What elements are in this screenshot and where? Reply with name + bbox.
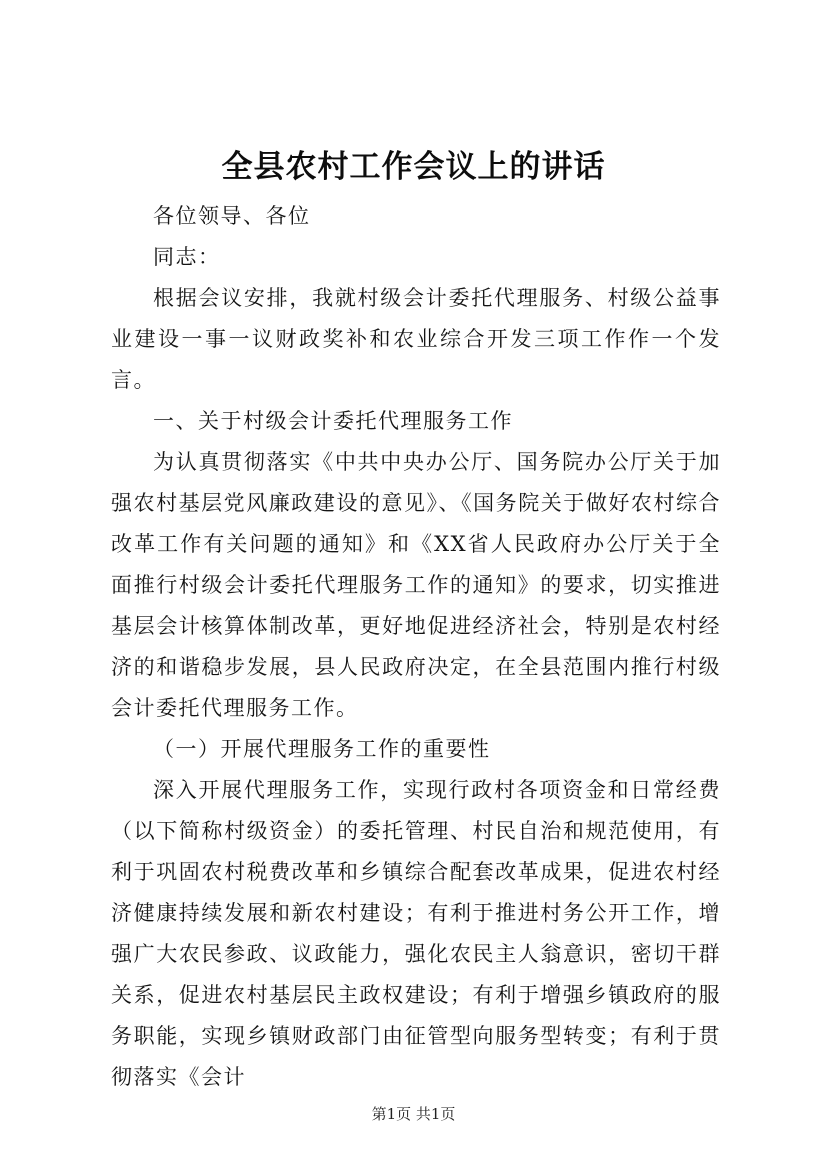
paragraph-opening: 根据会议安排，我就村级会计委托代理服务、村级公益事业建设一事一议财政奖补和农业综合开发三项工作作一个发言。 <box>111 286 721 392</box>
subsection-heading-1: （一）开展代理服务工作的重要性 <box>153 737 491 761</box>
document-title: 全县农村工作会议上的讲话 <box>221 149 606 185</box>
section-heading-1: 一、关于村级会计委托代理服务工作 <box>153 409 513 433</box>
paragraph-importance: 深入开展代理服务工作，实现行政村各项资金和日常经费（以下简称村级资金）的委托管理、村民自治和规范使用，有利于巩固农村税费改革和乡镇综合配套改革成果，促进农村经济健康持续发展和新农村建设；有利于推进村务公开工作，增强广大农民参政、议政能力，强化农民主人翁意识，密切干群关系，促进农村基层民主政权建设；有利于增强乡镇政府的服务职能，实现乡镇财政部门由征管型向服务型转变；有利于贯彻落实《会计 <box>111 778 721 1089</box>
paragraph-policy-background: 为认真贯彻落实《中共中央办公厅、国务院办公厅关于加强农村基层党风廉政建设的意见》、《国务院关于做好农村综合改革工作有关问题的通知》和《XX省人民政府办公厅关于全面推行村级会计委托代理服务工作的通知》的要求，切实推进基层会计核算体制改革，更好地促进经济社会，特别是农村经济的和谐稳步发展，县人民政府决定，在全县范围内推行村级会计委托代理服务工作。 <box>111 450 721 720</box>
salutation-line-1: 各位领导、各位 <box>153 204 311 228</box>
page-footer: 第1页 共1页 <box>371 1105 456 1123</box>
document-body <box>111 196 721 1098</box>
salutation-line-2: 同志： <box>153 245 221 269</box>
